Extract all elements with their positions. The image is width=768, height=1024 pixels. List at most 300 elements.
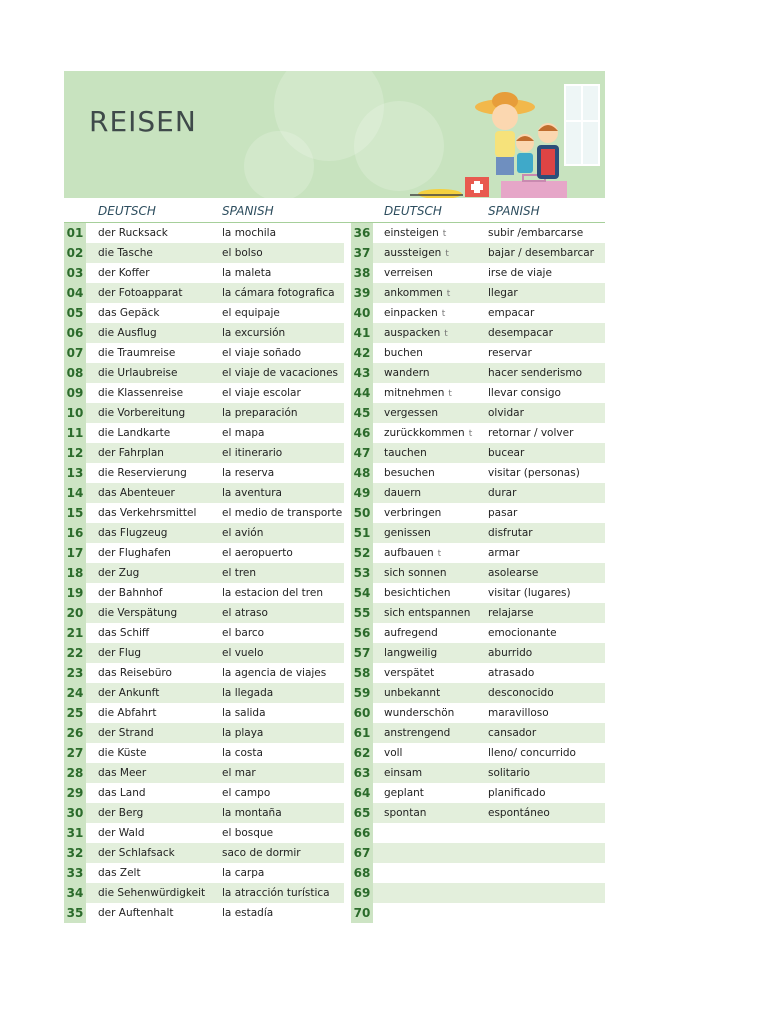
- spanish-word-right: [488, 323, 553, 343]
- spanish-word-left-text: la preparación: [222, 407, 298, 419]
- spanish-word-right: [488, 463, 580, 483]
- spanish-word-right: [488, 423, 573, 443]
- spanish-word-right: [488, 663, 534, 683]
- german-word-left: [98, 503, 196, 523]
- spanish-word-left: [222, 683, 273, 703]
- spanish-word-left: [222, 843, 301, 863]
- separable-verb-mark: t: [468, 429, 473, 439]
- spanish-word-right: [488, 623, 557, 643]
- german-word-right-text: sich sonnen: [384, 567, 447, 579]
- row-number-right: [351, 323, 373, 343]
- spanish-word-left-text: el avión: [222, 527, 264, 539]
- row-number-left-text: 28: [66, 766, 84, 780]
- row-number-right-text: 58: [353, 666, 371, 680]
- german-word-right-text: ankommen: [384, 287, 443, 299]
- row-number-right: [351, 603, 373, 623]
- table-row: [64, 803, 605, 823]
- spanish-word-left-text: la agencia de viajes: [222, 667, 327, 679]
- german-word-left-text: die Tasche: [98, 247, 153, 259]
- row-number-left: [64, 623, 86, 643]
- row-number-left-text: 19: [66, 586, 84, 600]
- row-number-right: [351, 383, 373, 403]
- row-number-left: [64, 423, 86, 443]
- german-word-left: [98, 643, 141, 663]
- travel-family-illustration: [405, 71, 605, 198]
- vocabulary-sheet: [64, 71, 605, 923]
- german-word-left-text: die Küste: [98, 747, 147, 759]
- row-number-right-text: 38: [353, 266, 371, 280]
- spanish-word-left-text: el barco: [222, 627, 265, 639]
- german-word-left: [98, 543, 171, 563]
- spanish-word-left: [222, 403, 298, 423]
- german-word-right: [384, 723, 450, 743]
- row-number-right: [351, 223, 373, 243]
- spanish-word-right-text: planificado: [488, 787, 546, 799]
- row-number-right-text: 39: [353, 286, 371, 300]
- row-number-left-text: 22: [66, 646, 84, 660]
- row-number-right: [351, 623, 373, 643]
- table-row: [64, 363, 605, 383]
- german-word-left-text: die Abfahrt: [98, 707, 157, 719]
- spanish-word-left: [222, 463, 274, 483]
- spanish-word-left: [222, 303, 280, 323]
- table-row: [64, 243, 605, 263]
- separable-verb-mark: t: [442, 229, 447, 239]
- spanish-word-left-text: el vuelo: [222, 647, 264, 659]
- german-word-left-text: der Rucksack: [98, 227, 168, 239]
- spanish-word-right-text: desempacar: [488, 327, 553, 339]
- table-row: [64, 323, 605, 343]
- row-number-right-text: 54: [353, 586, 371, 600]
- row-number-left-text: 34: [66, 886, 84, 900]
- spanish-word-left: [222, 783, 270, 803]
- spanish-word-left-text: la estacion del tren: [222, 587, 323, 599]
- german-word-right: [384, 503, 441, 523]
- row-number-left-text: 11: [66, 426, 84, 440]
- spanish-word-right-text: cansador: [488, 727, 537, 739]
- spanish-word-left: [222, 883, 330, 903]
- row-number-left: [64, 843, 86, 863]
- spanish-word-right-text: maravilloso: [488, 707, 549, 719]
- german-word-right-text: einpacken: [384, 307, 438, 319]
- row-number-left-text: 20: [66, 606, 84, 620]
- spanish-word-left-text: la salida: [222, 707, 266, 719]
- row-number-left: [64, 463, 86, 483]
- spanish-word-right-text: relajarse: [488, 607, 534, 619]
- german-word-right: [384, 483, 421, 503]
- table-row: [64, 263, 605, 283]
- spanish-word-left-text: la maleta: [222, 267, 272, 279]
- table-row: [64, 763, 605, 783]
- german-word-left: [98, 603, 177, 623]
- spanish-word-right: [488, 643, 532, 663]
- spanish-word-left: [222, 703, 266, 723]
- table-row: [64, 623, 605, 643]
- spanish-word-left: [222, 763, 256, 783]
- spanish-word-right: [488, 523, 533, 543]
- german-word-left: [98, 623, 149, 643]
- row-number-right: [351, 783, 373, 803]
- spanish-word-left: [222, 383, 301, 403]
- german-word-left: [98, 783, 146, 803]
- german-word-left-text: die Verspätung: [98, 607, 178, 619]
- spanish-word-left-text: la mochila: [222, 227, 277, 239]
- german-word-right-text: verspätet: [384, 667, 435, 679]
- spanish-word-right-text: desconocido: [488, 687, 554, 699]
- row-number-left-text: 14: [66, 486, 84, 500]
- german-word-right-text: dauern: [384, 487, 422, 499]
- spanish-word-left-text: el bolso: [222, 247, 263, 259]
- german-word-left-text: das Reisebüro: [98, 667, 172, 679]
- german-word-left-text: die Traumreise: [98, 347, 176, 359]
- row-number-left-text: 10: [66, 406, 84, 420]
- spanish-word-right-text: asolearse: [488, 567, 539, 579]
- german-word-left: [98, 323, 157, 343]
- german-word-right-text: zurückkommen: [384, 427, 465, 439]
- row-number-left-text: 24: [66, 686, 84, 700]
- german-word-right-text: einsteigen: [384, 227, 439, 239]
- german-word-right: [384, 803, 426, 823]
- spanish-word-right: [488, 343, 532, 363]
- row-number-left-text: 02: [66, 246, 84, 260]
- row-number-right-text: 69: [353, 886, 371, 900]
- spanish-word-left-text: la excursión: [222, 327, 286, 339]
- spanish-word-left-text: saco de dormir: [222, 847, 301, 859]
- german-word-left: [98, 343, 175, 363]
- german-word-left-text: das Meer: [98, 767, 147, 779]
- german-word-right-text: anstrengend: [384, 727, 451, 739]
- spanish-word-left-text: el viaje de vacaciones: [222, 367, 339, 379]
- german-word-right: [384, 563, 446, 583]
- row-number-left-text: 25: [66, 706, 84, 720]
- spanish-word-left: [222, 723, 263, 743]
- row-number-left: [64, 323, 86, 343]
- spanish-word-left-text: el viaje escolar: [222, 387, 301, 399]
- row-number-right: [351, 803, 373, 823]
- row-number-right-text: 43: [353, 366, 371, 380]
- spanish-word-left: [222, 423, 264, 443]
- spanish-word-left: [222, 603, 268, 623]
- spanish-word-left-text: la llegada: [222, 687, 274, 699]
- spanish-word-left-text: el mapa: [222, 427, 265, 439]
- row-number-right: [351, 463, 373, 483]
- row-number-left: [64, 683, 86, 703]
- german-word-left-text: der Koffer: [98, 267, 150, 279]
- spanish-word-right-text: reservar: [488, 347, 532, 359]
- row-number-right: [351, 643, 373, 663]
- spanish-word-right-text: subir /embarcarse: [488, 227, 584, 239]
- german-word-right: [384, 763, 422, 783]
- row-number-left-text: 33: [66, 866, 84, 880]
- german-word-left: [98, 563, 139, 583]
- header-banner: [64, 71, 605, 198]
- row-number-left: [64, 543, 86, 563]
- spanish-word-right-text: bajar / desembarcar: [488, 247, 594, 259]
- spanish-word-right: [488, 763, 530, 783]
- spanish-word-right-text: emocionante: [488, 627, 557, 639]
- row-number-right-text: 62: [353, 746, 371, 760]
- german-word-right-text: wunderschön: [384, 707, 455, 719]
- german-word-right: [384, 303, 445, 324]
- row-number-right: [351, 343, 373, 363]
- spanish-word-left: [222, 803, 282, 823]
- spanish-word-right: [488, 503, 517, 523]
- row-number-left: [64, 283, 86, 303]
- spanish-word-right: [488, 443, 524, 463]
- german-word-left: [98, 803, 143, 823]
- german-word-right: [384, 743, 402, 763]
- german-word-right: [384, 603, 470, 623]
- spanish-word-right: [488, 363, 582, 383]
- row-number-right-text: 42: [353, 346, 371, 360]
- row-number-left-text: 17: [66, 546, 84, 560]
- german-word-right: [384, 423, 472, 444]
- row-number-right: [351, 263, 373, 283]
- row-number-left: [64, 363, 86, 383]
- spanish-word-right-text: empacar: [488, 307, 535, 319]
- row-number-left: [64, 443, 86, 463]
- german-word-left: [98, 483, 175, 503]
- spanish-word-right-text: espontáneo: [488, 807, 550, 819]
- row-number-right-text: 65: [353, 806, 371, 820]
- german-word-left-text: das Flugzeug: [98, 527, 168, 539]
- spanish-word-right: [488, 243, 594, 263]
- row-number-right-text: 64: [353, 786, 371, 800]
- spanish-word-left-text: la montaña: [222, 807, 282, 819]
- german-word-right: [384, 243, 449, 264]
- row-number-left-text: 12: [66, 446, 84, 460]
- table-row: [64, 283, 605, 303]
- row-number-left: [64, 223, 86, 243]
- spanish-word-left-text: la estadía: [222, 907, 274, 919]
- row-number-right-text: 57: [353, 646, 371, 660]
- row-number-left: [64, 863, 86, 883]
- spanish-word-left-text: el bosque: [222, 827, 274, 839]
- german-word-right-text: besuchen: [384, 467, 435, 479]
- spanish-word-left: [222, 563, 256, 583]
- german-word-right: [384, 523, 431, 543]
- row-number-left: [64, 403, 86, 423]
- table-row: [64, 463, 605, 483]
- row-number-left-text: 35: [66, 906, 84, 920]
- row-number-right: [351, 683, 373, 703]
- spanish-word-left: [222, 503, 342, 523]
- spanish-word-left: [222, 263, 271, 283]
- table-row: [64, 863, 605, 883]
- table-row: [64, 383, 605, 403]
- spanish-word-left: [222, 223, 276, 243]
- german-word-left: [98, 723, 154, 743]
- separable-verb-mark: t: [448, 389, 452, 399]
- row-number-left: [64, 263, 86, 283]
- spanish-word-left-text: la costa: [222, 747, 263, 759]
- german-word-left: [98, 583, 163, 603]
- separable-verb-mark: t: [444, 329, 448, 339]
- german-word-right-text: wandern: [384, 367, 430, 379]
- german-word-right-text: genissen: [384, 527, 431, 539]
- spanish-word-right: [488, 583, 571, 603]
- row-number-right-text: 60: [353, 706, 371, 720]
- row-number-right: [351, 303, 373, 323]
- german-word-right: [384, 263, 433, 283]
- row-number-left: [64, 643, 86, 663]
- spanish-word-right: [488, 263, 552, 283]
- german-word-left-text: die Vorbereitung: [98, 407, 186, 419]
- spanish-word-left: [222, 543, 293, 563]
- german-word-right: [384, 323, 448, 344]
- spanish-word-left-text: el medio de transporte: [222, 507, 343, 519]
- row-number-right: [351, 523, 373, 543]
- row-number-left-text: 29: [66, 786, 84, 800]
- separable-verb-mark: t: [446, 289, 451, 299]
- german-word-left-text: das Schiff: [98, 627, 150, 639]
- table-row: [64, 783, 605, 803]
- row-number-right-text: 67: [353, 846, 371, 860]
- row-number-left: [64, 743, 86, 763]
- german-word-left: [98, 903, 173, 923]
- german-word-left: [98, 243, 153, 263]
- german-word-left-text: der Fahrplan: [98, 447, 164, 459]
- german-word-left: [98, 663, 172, 683]
- spanish-word-right: [488, 803, 550, 823]
- spanish-word-right-text: visitar (lugares): [488, 587, 571, 599]
- german-word-left-text: der Bahnhof: [98, 587, 163, 599]
- german-word-right: [384, 383, 452, 404]
- german-word-right: [384, 463, 435, 483]
- german-word-right-text: verbringen: [384, 507, 442, 519]
- german-word-left: [98, 683, 159, 703]
- spanish-word-left: [222, 523, 263, 543]
- row-number-right-text: 59: [353, 686, 371, 700]
- spanish-word-right: [488, 783, 546, 803]
- table-row: [64, 743, 605, 763]
- row-number-left: [64, 563, 86, 583]
- row-number-left-text: 03: [66, 266, 84, 280]
- spanish-word-right-text: llevar consigo: [488, 387, 561, 399]
- row-number-left-text: 15: [66, 506, 84, 520]
- spanish-word-right: [488, 303, 534, 323]
- german-word-left: [98, 863, 141, 883]
- spanish-word-right-text: hacer senderismo: [488, 367, 583, 379]
- row-number-left-text: 23: [66, 666, 84, 680]
- row-number-left: [64, 723, 86, 743]
- table-row: [64, 343, 605, 363]
- spanish-word-left-text: la aventura: [222, 487, 282, 499]
- german-word-right: [384, 583, 451, 603]
- spanish-word-right: [488, 723, 536, 743]
- german-word-left: [98, 883, 205, 903]
- table-row: [64, 603, 605, 623]
- row-number-left: [64, 583, 86, 603]
- row-number-right-text: 70: [353, 906, 371, 920]
- column-headers: [64, 198, 605, 223]
- row-number-right: [351, 863, 373, 883]
- row-number-left: [64, 903, 86, 923]
- table-row: [64, 883, 605, 903]
- decor-circle: [244, 131, 314, 198]
- spanish-word-right-text: irse de viaje: [488, 267, 552, 279]
- row-number-right-text: 63: [353, 766, 371, 780]
- spanish-word-left: [222, 243, 263, 263]
- row-number-right: [351, 483, 373, 503]
- german-word-left: [98, 303, 159, 323]
- spanish-word-right-text: bucear: [488, 447, 525, 459]
- spanish-word-right: [488, 563, 538, 583]
- german-word-right-text: auspacken: [384, 327, 441, 339]
- table-row: [64, 823, 605, 843]
- row-number-left-text: 01: [66, 226, 84, 240]
- row-number-right-text: 47: [353, 446, 371, 460]
- vocabulary-table: [64, 223, 605, 923]
- spanish-word-right-text: visitar (personas): [488, 467, 580, 479]
- spanish-word-left-text: el aeropuerto: [222, 547, 293, 559]
- german-word-left-text: der Wald: [98, 827, 145, 839]
- separable-verb-mark: t: [441, 309, 446, 319]
- row-number-right-text: 44: [353, 386, 371, 400]
- german-word-left: [98, 383, 183, 403]
- spanish-word-left-text: la cámara fotografica: [222, 287, 335, 299]
- row-number-left: [64, 763, 86, 783]
- spanish-word-right-text: lleno/ concurrido: [488, 747, 576, 759]
- german-word-left: [98, 443, 164, 463]
- german-word-right-text: unbekannt: [384, 687, 441, 699]
- spanish-word-left: [222, 823, 273, 843]
- row-number-left-text: 08: [66, 366, 84, 380]
- row-number-left: [64, 603, 86, 623]
- table-row: [64, 303, 605, 323]
- spanish-word-left-text: el mar: [222, 767, 256, 779]
- german-word-right-text: besichtichen: [384, 587, 451, 599]
- german-word-right: [384, 783, 424, 803]
- row-number-left: [64, 503, 86, 523]
- german-word-left-text: der Berg: [98, 807, 144, 819]
- row-number-right-text: 56: [353, 626, 371, 640]
- spanish-word-right: [488, 603, 534, 623]
- german-word-right: [384, 443, 427, 463]
- row-number-left-text: 05: [66, 306, 84, 320]
- row-number-left: [64, 803, 86, 823]
- row-number-right-text: 66: [353, 826, 371, 840]
- spanish-word-right-text: aburrido: [488, 647, 533, 659]
- row-number-left-text: 13: [66, 466, 84, 480]
- german-word-left: [98, 283, 182, 303]
- spanish-word-left: [222, 323, 285, 343]
- spanish-word-left: [222, 863, 264, 883]
- german-word-left: [98, 363, 177, 383]
- table-row: [64, 503, 605, 523]
- spanish-word-right: [488, 543, 520, 563]
- row-number-right: [351, 883, 373, 903]
- row-number-right: [351, 443, 373, 463]
- table-row: [64, 683, 605, 703]
- spanish-word-right-text: armar: [488, 547, 520, 559]
- spanish-word-right: [488, 683, 554, 703]
- table-row: [64, 443, 605, 463]
- german-word-left-text: die Klassenreise: [98, 387, 184, 399]
- spanish-word-left: [222, 743, 263, 763]
- german-word-left-text: der Auftenhalt: [98, 907, 174, 919]
- row-number-right: [351, 703, 373, 723]
- spanish-word-right-text: pasar: [488, 507, 518, 519]
- header-spanish-1: SPANISH: [222, 204, 274, 218]
- spanish-word-left-text: la atracción turística: [222, 887, 330, 899]
- row-number-right: [351, 823, 373, 843]
- table-row: [64, 403, 605, 423]
- row-number-right-text: 45: [353, 406, 371, 420]
- row-number-right: [351, 843, 373, 863]
- german-word-left-text: der Schlafsack: [98, 847, 175, 859]
- table-row: [64, 543, 605, 563]
